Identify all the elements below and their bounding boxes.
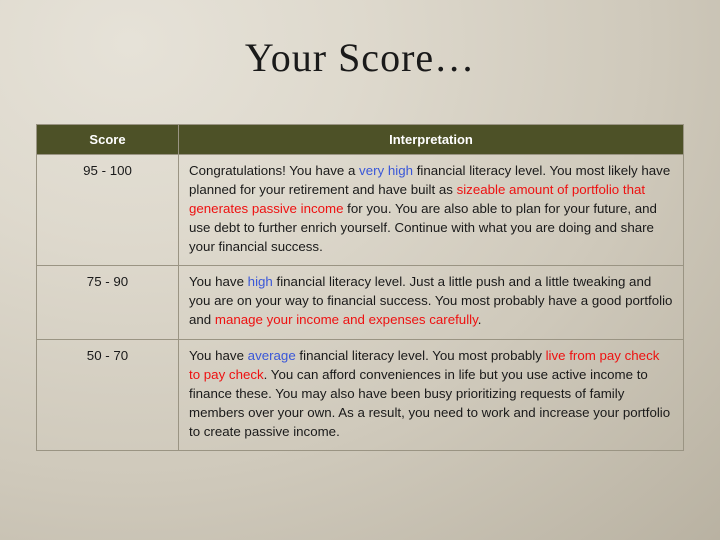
body-text: Congratulations! You have a: [189, 163, 360, 178]
body-text: .: [477, 312, 482, 328]
cell-interpretation-text: [179, 155, 684, 266]
table-row: [37, 155, 684, 266]
body-text: . You can afford conveniences in life but you use active income to finance these. You may also have been busy prioritizing requests of family members over your own. As a result, you need to work and increase your portfolio to create passive income.: [189, 366, 671, 439]
body-text: You have: [189, 348, 248, 363]
cell-interpretation-text: [179, 340, 684, 451]
column-header-score: Score: [37, 125, 179, 155]
highlight-blue-text: average: [247, 348, 296, 363]
highlight-red-text: live from pay check to pay check: [189, 348, 660, 382]
body-text: financial literacy level. You most probably: [295, 348, 546, 363]
table-header-row: [37, 125, 684, 155]
cell-score-range: 75 - 90: [37, 266, 179, 340]
highlight-blue-text: high: [247, 274, 273, 290]
cell-score-range: 50 - 70: [37, 340, 179, 451]
cell-score-range: 95 - 100: [37, 155, 179, 266]
table-row: [37, 266, 684, 340]
body-text: You have: [189, 274, 248, 290]
body-text: financial literacy level. Just a little push and a little tweaking and you are on your way to financial success. You most probably have a good portfolio and: [189, 274, 673, 328]
highlight-red-text: sizeable amount of portfolio that generates passive income: [189, 181, 646, 216]
highlight-red-text: manage your income and expenses carefully: [214, 312, 478, 328]
highlight-blue-text: very high: [359, 163, 414, 178]
cell-interpretation-text: [179, 266, 684, 340]
column-header-interpretation: Interpretation: [179, 125, 684, 155]
table-body: [37, 155, 684, 451]
body-text: for you. You are also able to plan for your future, and use debt to further enrich yourself. Continue with what you are doing and share your financial success.: [189, 200, 657, 254]
score-interpretation-table: [36, 124, 684, 451]
body-text: financial literacy level. You most likely have planned for your retirement and have built as: [189, 163, 671, 197]
table-row: [37, 340, 684, 451]
page-title: Your Score…: [244, 35, 476, 80]
